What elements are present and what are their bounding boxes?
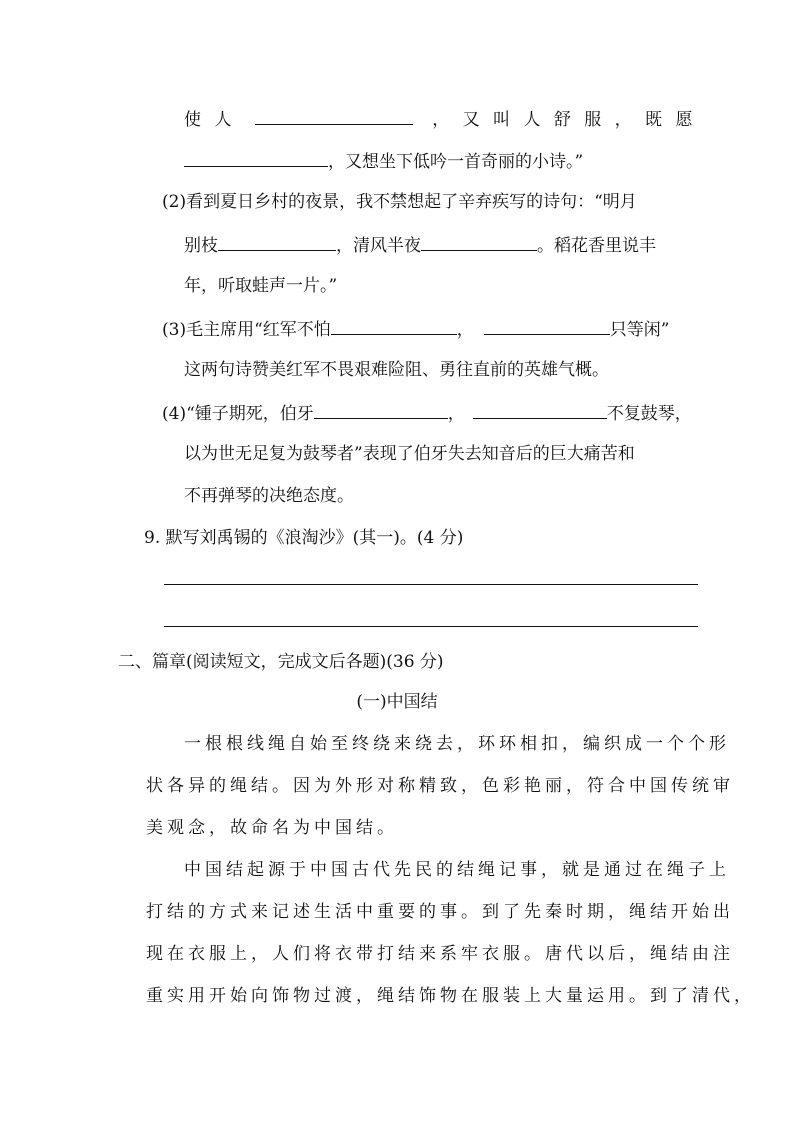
q8-line1-text-b: ， 又 叫 人 舒 服 ， 既 愿 [432, 110, 697, 130]
q8-item3-text-c: 只等闲” [609, 320, 670, 340]
answer-line[interactable] [164, 584, 698, 585]
q8-item2-line1: (2)看到夏日乡村的夜景，我不禁想起了辛弃疾写的诗句：“明月 [162, 192, 637, 212]
q8-item4-line2: 以为世无足复为鼓琴者”表现了伯牙失去知音后的巨大痛苦和 [184, 444, 635, 464]
q8-item3-line1 [162, 316, 669, 340]
paragraph-line: 美观念，故命名为中国结。 [146, 818, 398, 838]
q8-item4-line3: 不再弹琴的决绝态度。 [184, 486, 354, 506]
paragraph-line: 状各异的绳结。因为外形对称精致，色彩艳丽，符合中国传统审 [146, 776, 734, 796]
q8-item4-text-a: (4)“锺子期死，伯牙 [162, 404, 314, 424]
q8-item2-text-c: 。稻花香里说丰 [537, 236, 656, 256]
passage-title: (一)中国结 [356, 692, 438, 712]
fill-blank[interactable] [473, 400, 607, 419]
q8-line2 [184, 148, 583, 172]
fill-blank[interactable] [314, 400, 448, 419]
q8-line1-text-a: 使 人 [184, 110, 236, 130]
q8-item3-line2: 这两句诗赞美红军不畏艰难险阻、勇往直前的英雄气概。 [184, 360, 609, 380]
q8-item2-text-b: ，清风半夜 [336, 236, 421, 256]
q8-item2-text-a: 别枝 [184, 236, 218, 256]
q9-prompt: 9. 默写刘禹锡的《浪淘沙》(其一)。(4 分) [144, 528, 464, 548]
q8-line2-text: ，又想坐下低吟一首奇丽的小诗。” [328, 152, 584, 172]
fill-blank[interactable] [255, 106, 413, 125]
fill-blank[interactable] [331, 316, 457, 335]
q8-line1 [184, 106, 696, 130]
answer-line[interactable] [164, 626, 698, 627]
paragraph-line: 现在衣服上，人们将衣带打结来系牢衣服。唐代以后，绳结由注 [146, 944, 734, 964]
q8-item3-text-b: ， [456, 320, 474, 340]
paragraph-line: 中国结起源于中国古代先民的结绳记事，就是通过在绳子上 [184, 860, 730, 880]
q8-item4-text-c: 不复鼓琴， [606, 404, 692, 424]
q8-item3-text-a: (3)毛主席用“红军不怕 [162, 320, 331, 340]
q8-item2-line3: 年，听取蛙声一片。” [184, 276, 338, 296]
fill-blank[interactable] [484, 316, 610, 335]
section-heading: 二、篇章(阅读短文，完成文后各题)(36 分) [118, 652, 444, 672]
q8-item4-line1 [162, 400, 692, 424]
paragraph-line: 一根根线绳自始至终绕来绕去，环环相扣，编织成一个个形 [184, 734, 730, 754]
paragraph-line: 重实用开始向饰物过渡，绳结饰物在服装上大量运用。到了清代， [146, 986, 755, 1006]
q8-item4-text-b: ， [447, 404, 465, 424]
fill-blank[interactable] [184, 148, 328, 167]
paragraph-line: 打结的方式来记述生活中重要的事。到了先秦时期，绳结开始出 [146, 902, 734, 922]
fill-blank[interactable] [421, 232, 537, 251]
fill-blank[interactable] [218, 232, 336, 251]
q8-item2-line2 [184, 232, 656, 256]
